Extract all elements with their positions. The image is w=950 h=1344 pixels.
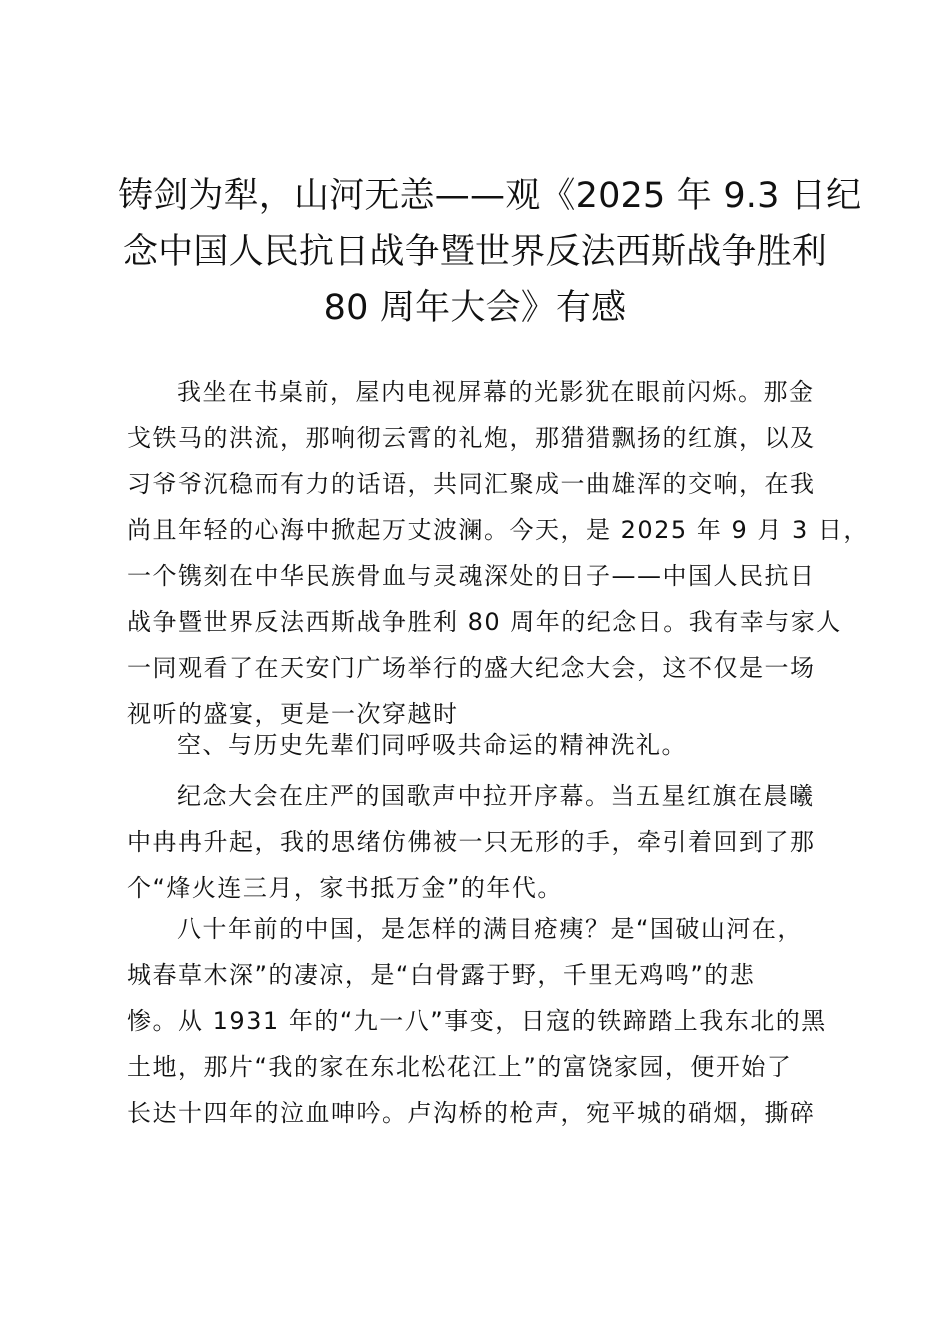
document-title — [118, 168, 862, 336]
text-line: 八十年前的中国，是怎样的满目疮痍？是“国破山河在， — [177, 915, 803, 943]
text-line: 戈铁马的洪流，那响彻云霄的礼炮，那猎猎飘扬的红旗，以及 — [127, 424, 816, 452]
paragraph-ceremony — [127, 773, 816, 911]
text-line: 一个镌刻在中华民族骨血与灵魂深处的日子——中国人民抗日 — [127, 562, 816, 590]
text-line: 城春草木深”的凄凉，是“白骨露于野，千里无鸡鸣”的悲 — [127, 961, 756, 989]
paragraph-continuation — [127, 722, 687, 768]
text-line: 长达十四年的泣血呻吟。卢沟桥的枪声，宛平城的硝烟，撕碎 — [127, 1099, 816, 1127]
text-line: 中冉冉升起，我的思绪仿佛被一只无形的手，牵引着回到了那 — [127, 828, 816, 856]
title-line: 念中国人民抗日战争暨世界反法西斯战争胜利 — [122, 232, 827, 272]
text-line: 尚且年轻的心海中掀起万丈波澜。今天，是 2025 年 9 月 3 日， — [127, 516, 869, 544]
text-line: 空、与历史先辈们同呼吸共命运的精神洗礼。 — [177, 731, 687, 759]
title-line: 铸剑为犁，山河无恙——观《2025 年 9.3 日纪 — [118, 176, 862, 216]
paragraph-history — [127, 906, 827, 1136]
text-line: 视听的盛宴，更是一次穿越时 — [127, 700, 459, 728]
text-line: 惨。从 1931 年的“九一八”事变，日寇的铁蹄踏上我东北的黑 — [127, 1007, 827, 1035]
text-line: 一同观看了在天安门广场举行的盛大纪念大会，这不仅是一场 — [127, 654, 816, 682]
text-line: 我坐在书桌前，屋内电视屏幕的光影犹在眼前闪烁。那金 — [177, 378, 815, 406]
text-line: 个“烽火连三月，家书抵万金”的年代。 — [127, 874, 563, 902]
text-line: 土地，那片“我的家在东北松花江上”的富饶家园，便开始了 — [127, 1053, 793, 1081]
paragraph-intro — [127, 369, 869, 737]
text-line: 战争暨世界反法西斯战争胜利 80 周年的纪念日。我有幸与家人 — [127, 608, 842, 636]
text-line: 纪念大会在庄严的国歌声中拉开序幕。当五星红旗在晨曦 — [177, 782, 815, 810]
text-line: 习爷爷沉稳而有力的话语，共同汇聚成一曲雄浑的交响，在我 — [127, 470, 816, 498]
title-line: 80 周年大会》有感 — [323, 288, 627, 328]
